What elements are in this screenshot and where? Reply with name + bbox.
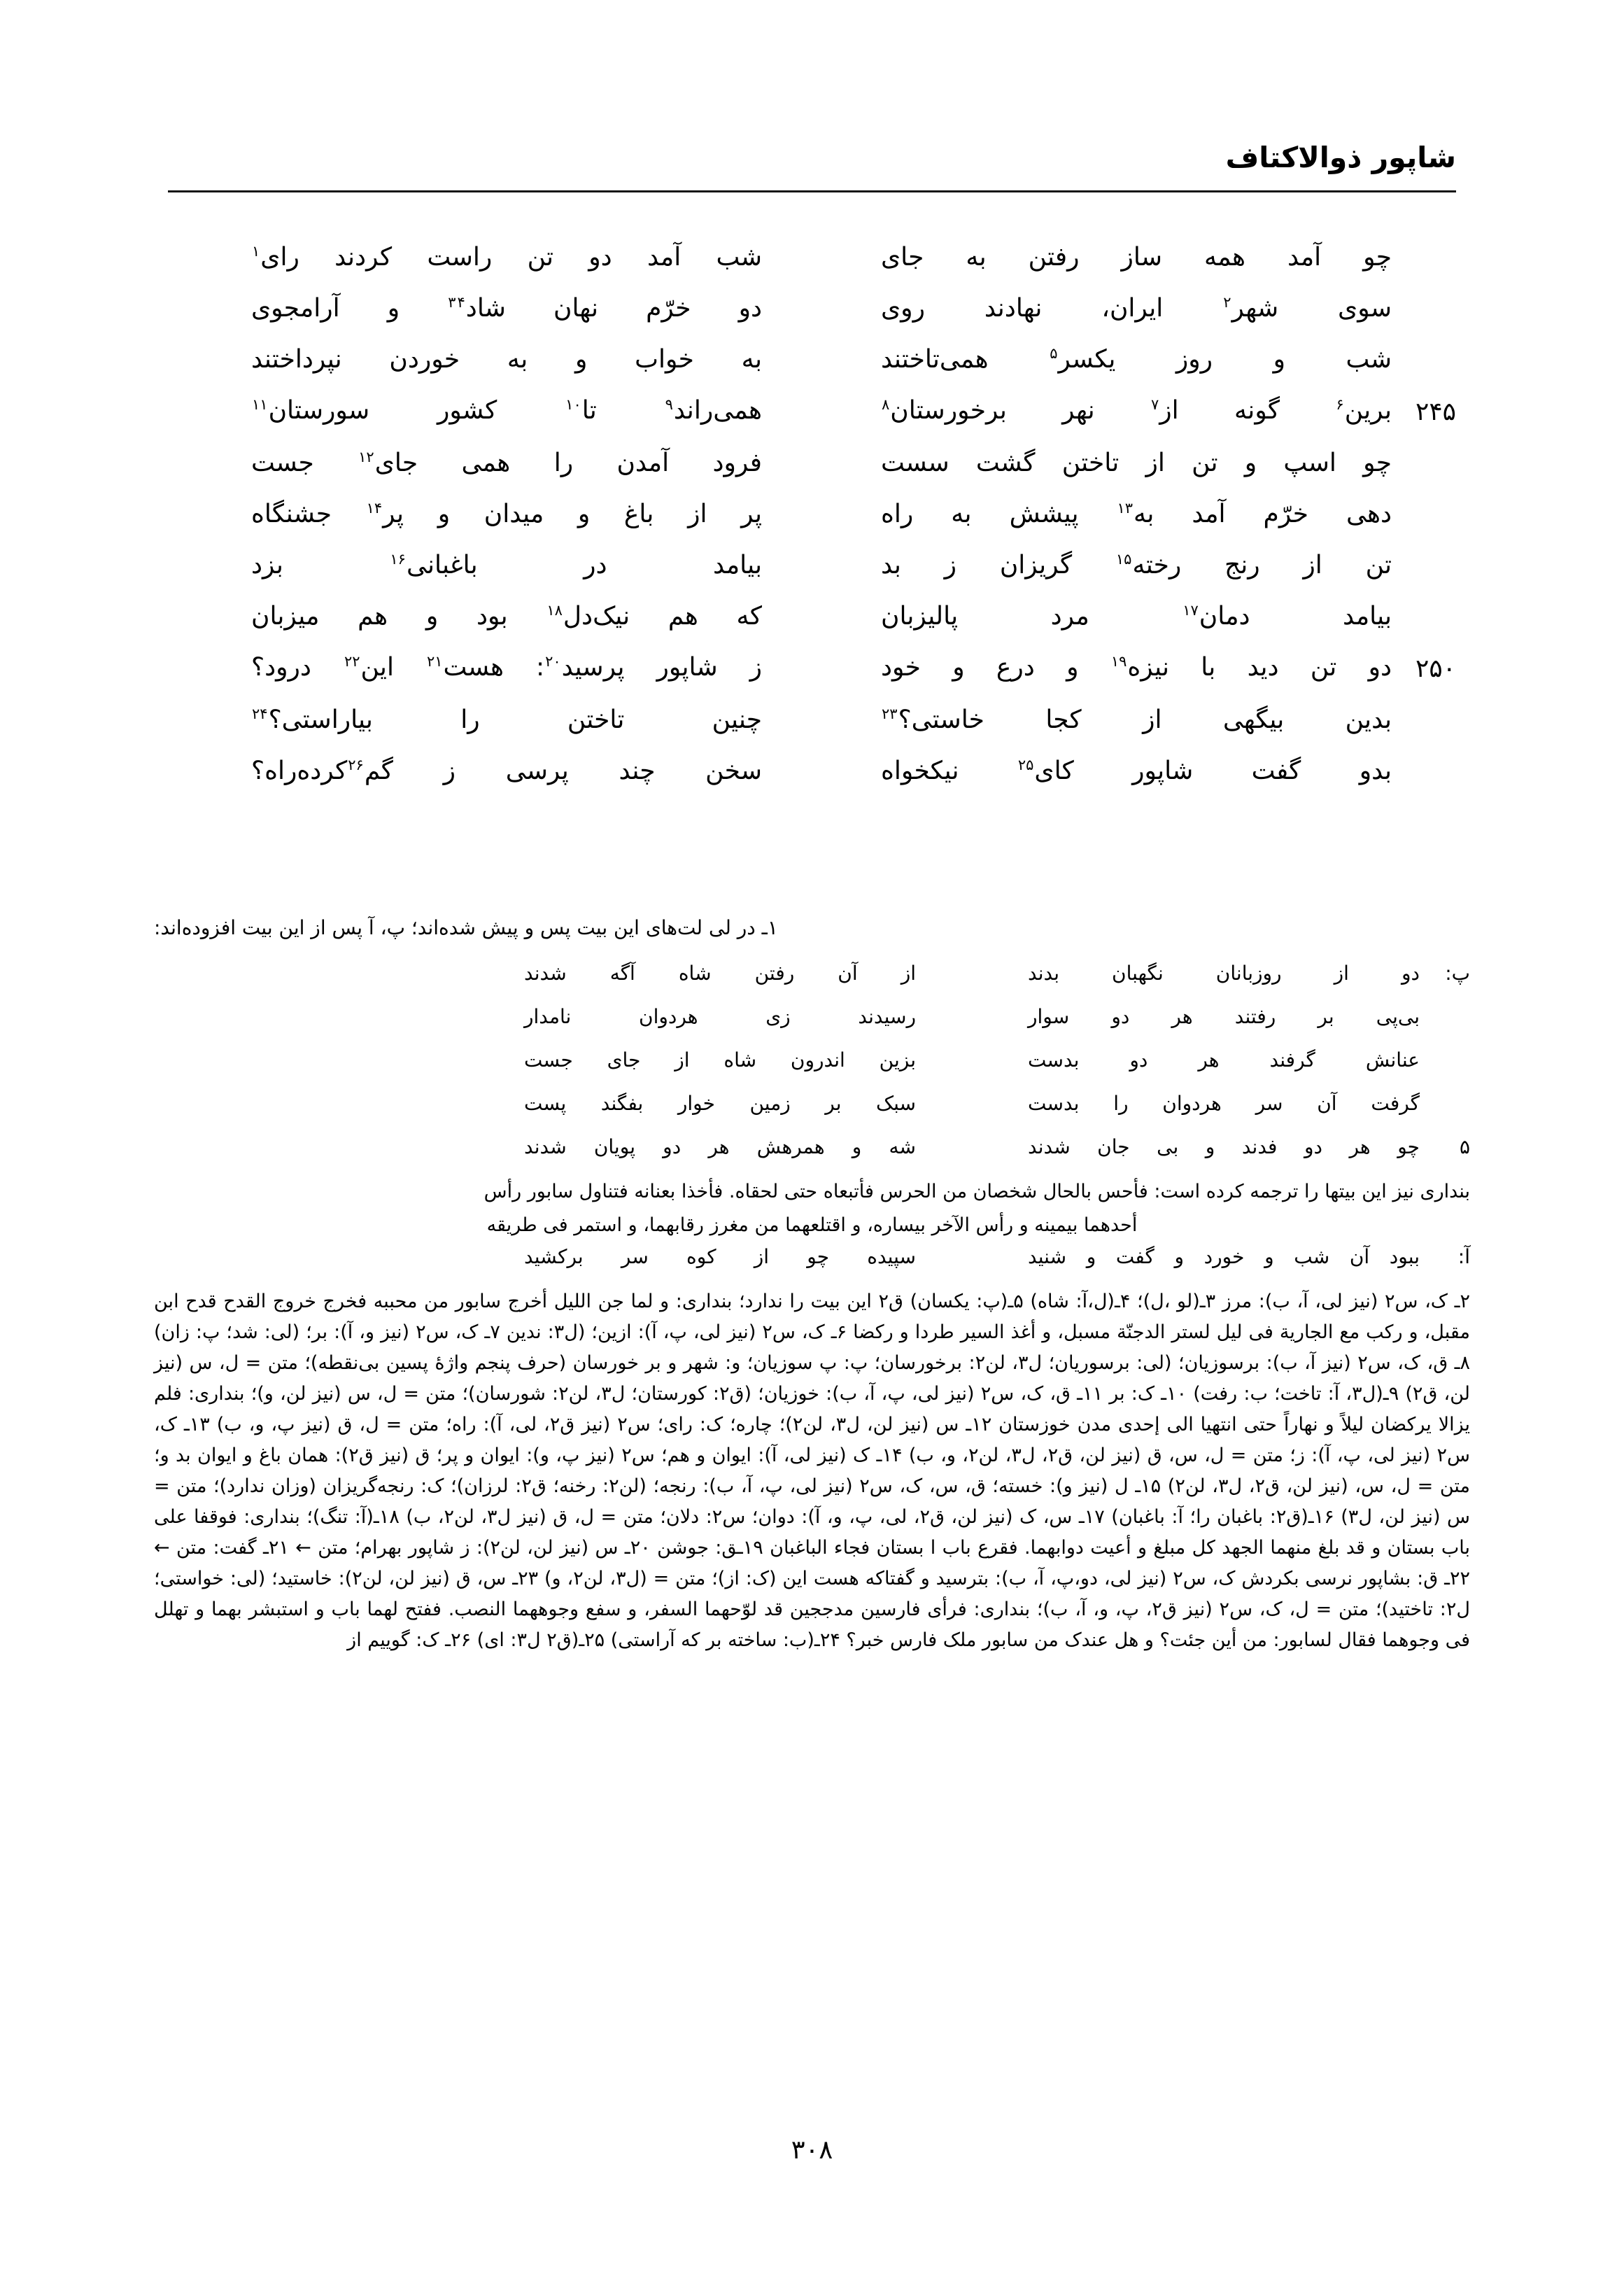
header-divider-rule bbox=[168, 190, 1456, 192]
hemistich-left: دو خرّم نهان شاد$^{۳۴}$ و آرامجوی bbox=[251, 294, 762, 323]
verse-number bbox=[1392, 444, 1456, 445]
footnote-marker: ۵ bbox=[1050, 345, 1058, 362]
footnote-marker: ۱۳ bbox=[1117, 500, 1134, 517]
bondari-prose-line-2: أحدهما بیمینه و رأس الآخر بیساره، و اقتلعهما من مغرز رقابهما، و استمر فی طریقه bbox=[486, 1214, 1138, 1236]
added-verse-hemistich-right: عنانش گرفند هر دو بدست bbox=[1028, 1048, 1420, 1072]
added-verse-row bbox=[154, 1003, 1470, 1031]
hemistich-left: به خواب و به خوردن نپرداختند bbox=[251, 345, 762, 374]
note-intro: ۱ـ در لی لت‌های این بیت پس و پیش شده‌اند؛ پ، آ پس از این بیت افزوده‌اند: bbox=[154, 916, 778, 939]
footnote-marker: ۲۴ bbox=[252, 705, 268, 722]
hemistich-right: تن از رنج رخته$^{۱۵}$ گریزان ز بد bbox=[881, 551, 1392, 579]
verse-couplet bbox=[168, 648, 1456, 689]
verse-couplet bbox=[168, 391, 1456, 432]
verse-number bbox=[1392, 289, 1456, 290]
footnote-marker: ۲۵ bbox=[1017, 757, 1034, 773]
apparatus-text: ۲ـ ک، س۲ (نیز لی، آ، ب): مرز ۳ـ(لو ،ل)؛ ۴ـ(ل،آ: شاه) ۵ـ(پ: یکسان) ق۲ این بیت را ندارد؛ بنداری: و لما جن اللیل أخرج سابور من محببه فخرج خروج القدح قدح ابن مقبل، و رکب مع الجاریة فی لیل لستر الدجنّة مسبل، و أغذ السیر طردا و رکضا ۶ـ ک، س۲ (نیز لی، پ، آ): ازین؛ (ل۳: ندین ۷ـ ک، س۲ (نیز و، آ): بر؛ (لی: شد؛ پ: زان) ۸ـ ق، ک، س۲ (نیز آ، ب): برسوزیان؛ (لی: برسوریان؛ ل۳، لن۲: برخورسان؛ پ: پ سوزیان؛ و: شهر و بر خورسان (حرف پنجم واژهٔ پسین بی‌نقطه)؛ متن = ل، س (نیز لن، ق۲) ۹ـ(ل۳، آ: تاخت؛ ب: رفت) ۱۰ـ ک: بر ۱۱ـ ق، ک، س۲ (نیز لی، پ، آ، ب): خوزیان؛ (ق۲: کورستان؛ ل۳، لن۲: شورسان)؛ متن = ل، س (نیز لن، و)؛ بنداری: فلم یزالا یرکضان لیلاً و نهاراً حتی انتهیا الی إحدی مدن خوزستان ۱۲ـ س (نیز لن، ل۳، لن۲)؛ چاره؛ ک: رای؛ س۲ (نیز ق۲، لی، آ): راه؛ متن = ل، ق (نیز پ، و، ب) ۱۳ـ ک، س۲ (نیز لی، پ، آ): ز؛ متن = ل، س، ق (نیز لن، ق۲، ل۳، لن۲، و، ب) ۱۴ـ ک (نیز لی، آ): ایوان و هم؛ س۲ (نیز پ، و): ایوان و پر؛ ق (نیز ق۲): همان باغ و ایوان بد و؛ متن = ل، س، (نیز لن، ق۲، ل۳، لن۲) ۱۵ـ ل (نیز و): خسته؛ ق، س، ک، س۲ (نیز لی، پ، آ، ب): رنجه؛ (لن۲: رخنه؛ ق۲: لرزان)؛ ک: رنجه‌گریزان (وزان ندارد)؛ متن = س (نیز لن، ل۳) ۱۶ـ(ق۲: باغبان را؛ آ: باغبان) ۱۷ـ س، ک (نیز لن، ق۲، لی، پ، و، آ): دوان؛ س۲: دلان؛ متن = ل، ق (نیز ل۳، لن۲، ب) ۱۸ـ(آ: تنگ)؛ بنداری: فوقفا علی باب بستان و قد بلغ منهما الجهد کل مبلغ و أعیت دوابهما. فقرع باب ا بستان فجاء الباغبان ۱۹ـق: جوشن ۲۰ـ س (نیز لن، لن۲): ز شاپور بهرام؛ متن ← ۲۱ـ گفت: متن ← ۲۲ـ ق: بشاپور نرسی بکردش ک، س۲ (نیز لی، دو،پ، آ، ب): بترسید و گفتاکه هست این (ک: از)؛ متن = (ل۳، لن۲، و) ۲۳ـ س، ق (نیز لن، لن۲): خاستید؛ (لی: خواستی؛ ل۲: تاختید)؛ متن = ل، ک، س۲ (نیز ق۲، پ، و، آ، ب)؛ بنداری: فرأی فارسین مدججین قد لوّحهما السفر، و سفع وجوههما النصب. ففتح لهما باب و استبشر بهما و تهلل فی وجوهما فقال لسابور: من أین جئت؟ و هل عندک من سابور ملک فارس خبر؟ ۲۴ـ(ب: ساخته بر که آراستی) ۲۵ـ(ق۲ ل۳: ای) ۲۶ـ ک: گوییم از bbox=[154, 1291, 1471, 1652]
added-verse-hemistich-left: رسیدند زی هردوان نامدار bbox=[524, 1005, 916, 1028]
verse-block bbox=[168, 238, 1456, 803]
verse-number bbox=[1392, 546, 1456, 547]
footnote-marker: ۲۳ bbox=[882, 705, 898, 722]
footnote-marker: ۷ bbox=[1151, 396, 1159, 413]
verse-couplet bbox=[168, 444, 1456, 483]
added-verse-hemistich-left: شه و همرهش هر دو پویان شدند bbox=[524, 1135, 916, 1158]
footnote-marker: ۱۷ bbox=[1182, 602, 1199, 619]
added-verse-hemistich-right: دو از روز‌بانان نگهبان بدند bbox=[1028, 962, 1420, 985]
added-verse-label: پ: bbox=[1445, 962, 1470, 985]
verse-number: ۲۵۰ bbox=[1415, 654, 1456, 683]
hemistich-left: پر از باغ و میدان و پر$^{۱۴}$ جشنگاه bbox=[251, 500, 762, 528]
verse-couplet bbox=[168, 289, 1456, 328]
verse-couplet bbox=[168, 701, 1456, 740]
hemistich-right: بیامد دمان$^{۱۷}$ مرد پالیزبان bbox=[881, 602, 1392, 631]
verse-couplet bbox=[168, 495, 1456, 534]
footnote-marker: ۱۸ bbox=[546, 602, 563, 619]
footnote-marker: ۱۲ bbox=[358, 449, 374, 465]
added-verse-row bbox=[154, 960, 1470, 988]
hemistich-right: دو تن دید با نیزه$^{۱۹}$ و درع و خود bbox=[881, 653, 1392, 682]
hemistich-left: سخن چند پرسی ز گم$^{۲۶}$کرده‌راه؟ bbox=[251, 757, 762, 785]
footnote-marker: ۶ bbox=[1336, 396, 1344, 413]
hemistich-left: فرود آمدن را همی جای$^{۱۲}$ جست bbox=[251, 449, 762, 477]
hemistich-right: چو آمد همه ساز رفتن به جای bbox=[881, 243, 1392, 272]
hemistich-right: دهی خرّم آمد به$^{۱۳}$ پیشش به راه bbox=[881, 500, 1392, 528]
hemistich-left: که هم نیک‌دل$^{۱۸}$ بود و هم میزبان bbox=[251, 602, 762, 631]
footnote-marker: ۲۲ bbox=[344, 653, 360, 670]
footnote-marker: ۸ bbox=[882, 396, 890, 413]
added-verse-hemistich-right: چو هر دو فدند و بی جان شدند bbox=[1028, 1135, 1420, 1158]
verse-couplet bbox=[168, 597, 1456, 636]
bondari-prose-line-1: بنداری نیز این بیتها را ترجمه کرده است: فأحس بالحال شخصان من الحرس فأتبعاه حتی لحقاه. فأخذا بعنانه فتناول سابور رأس bbox=[483, 1181, 1470, 1202]
hemistich-left: شب آمد دو تن راست کردند رای$^۱$ bbox=[252, 243, 762, 272]
hemistich-left: چنین تاختن را بیاراستی؟$^{۲۴}$ bbox=[252, 705, 762, 734]
footnote-marker: ۴ bbox=[457, 294, 465, 311]
footnote-marker: ۱۵ bbox=[1115, 551, 1132, 568]
verse-number: ۲۴۵ bbox=[1415, 398, 1456, 426]
verse-number bbox=[1392, 597, 1456, 598]
verse-couplet bbox=[168, 752, 1456, 791]
hemistich-right: بدو گفت شاپور کای$^{۲۵}$ نیکخواه bbox=[881, 757, 1392, 785]
running-head-title: شاپور ذوالاکتاف bbox=[1225, 141, 1456, 174]
verse-number bbox=[1392, 752, 1456, 753]
added-verse-label-a: آ: bbox=[1457, 1245, 1470, 1269]
footnote-marker: ۱۶ bbox=[390, 551, 406, 568]
footnote-marker: ۲۱ bbox=[426, 653, 443, 670]
folio-page-number: ۳۰۸ bbox=[791, 2135, 833, 2165]
footnote-marker: ۱۹ bbox=[1110, 653, 1127, 670]
verse-number bbox=[1392, 340, 1456, 342]
verse-number bbox=[1392, 495, 1456, 496]
added-verse-hemistich-left: سبک بر زمین خوار بفگند پست bbox=[524, 1092, 916, 1115]
hemistich-right: بدین بیگهی از کجا خاستی؟$^{۲۳}$ bbox=[882, 705, 1392, 734]
footnote-marker: ۳ bbox=[448, 294, 456, 311]
added-verse-a-hemistich-right: ببود آن شب و خورد و گفت و شنید bbox=[1028, 1245, 1420, 1269]
hemistich-right: برین$^۶$ گونه از$^۷$ نهر برخورستان$^۸$ bbox=[882, 396, 1392, 425]
footnote-marker: ۲۶ bbox=[348, 757, 364, 773]
hemistich-right: شب و روز یکسر$^۵$ همی‌تاختند bbox=[881, 345, 1392, 374]
hemistich-right: سوی شهر$^۲$ ایران، نهادند روی bbox=[881, 294, 1392, 323]
critical-apparatus bbox=[154, 913, 1470, 1656]
hemistich-left: ز شاپور پرسید$^{۲۰}$: هست$^{۲۱}$ این$^{۲۲}$ درود؟ bbox=[251, 653, 763, 682]
hemistich-right: چو اسپ و تن از تاختن گشت سست bbox=[881, 449, 1392, 477]
added-verses-pa bbox=[154, 960, 1470, 1161]
verse-number bbox=[1392, 701, 1456, 702]
added-verse-hemistich-left: از آن رفتن شاه آگه شدند bbox=[524, 962, 916, 985]
hemistich-left: همی‌راند$^۹$ تا$^{۱۰}$ کشور سورستان$^{۱۱}$ bbox=[252, 396, 763, 425]
footnote-marker: ۱۴ bbox=[366, 500, 383, 517]
added-verse-a bbox=[154, 1243, 1470, 1271]
added-verse-hemistich-right: گرفت آن سر هردوان را بدست bbox=[1028, 1092, 1420, 1115]
added-verse-label: ۵ bbox=[1459, 1135, 1470, 1158]
footnote-marker: ۱۰ bbox=[565, 396, 581, 413]
footnote-marker: ۱ bbox=[252, 243, 260, 260]
running-head bbox=[168, 140, 1456, 203]
added-verse-hemistich-left: بزین اندرون شاه از جای جست bbox=[524, 1048, 916, 1072]
footnote-marker: ۹ bbox=[665, 396, 673, 413]
verse-number bbox=[1392, 238, 1456, 239]
added-verse-a-hemistich-left: سپیده چو از کوه سر برکشید bbox=[524, 1245, 916, 1269]
added-verse-row bbox=[154, 1046, 1470, 1074]
added-verse-row bbox=[154, 1133, 1470, 1161]
added-verse-row-a bbox=[154, 1243, 1470, 1271]
footnote-marker: ۲۰ bbox=[545, 653, 561, 670]
added-verse-hemistich-right: بی‌پی بر رفتند هر دو سوار bbox=[1028, 1005, 1420, 1028]
footnote-marker: ۱۱ bbox=[252, 396, 268, 413]
added-verse-row bbox=[154, 1090, 1470, 1118]
verse-couplet bbox=[168, 238, 1456, 277]
verse-couplet bbox=[168, 546, 1456, 585]
footnote-marker: ۲ bbox=[1223, 294, 1231, 311]
hemistich-left: بیامد در باغبانی$^{۱۶}$ بزد bbox=[251, 551, 763, 579]
verse-couplet bbox=[168, 340, 1456, 379]
